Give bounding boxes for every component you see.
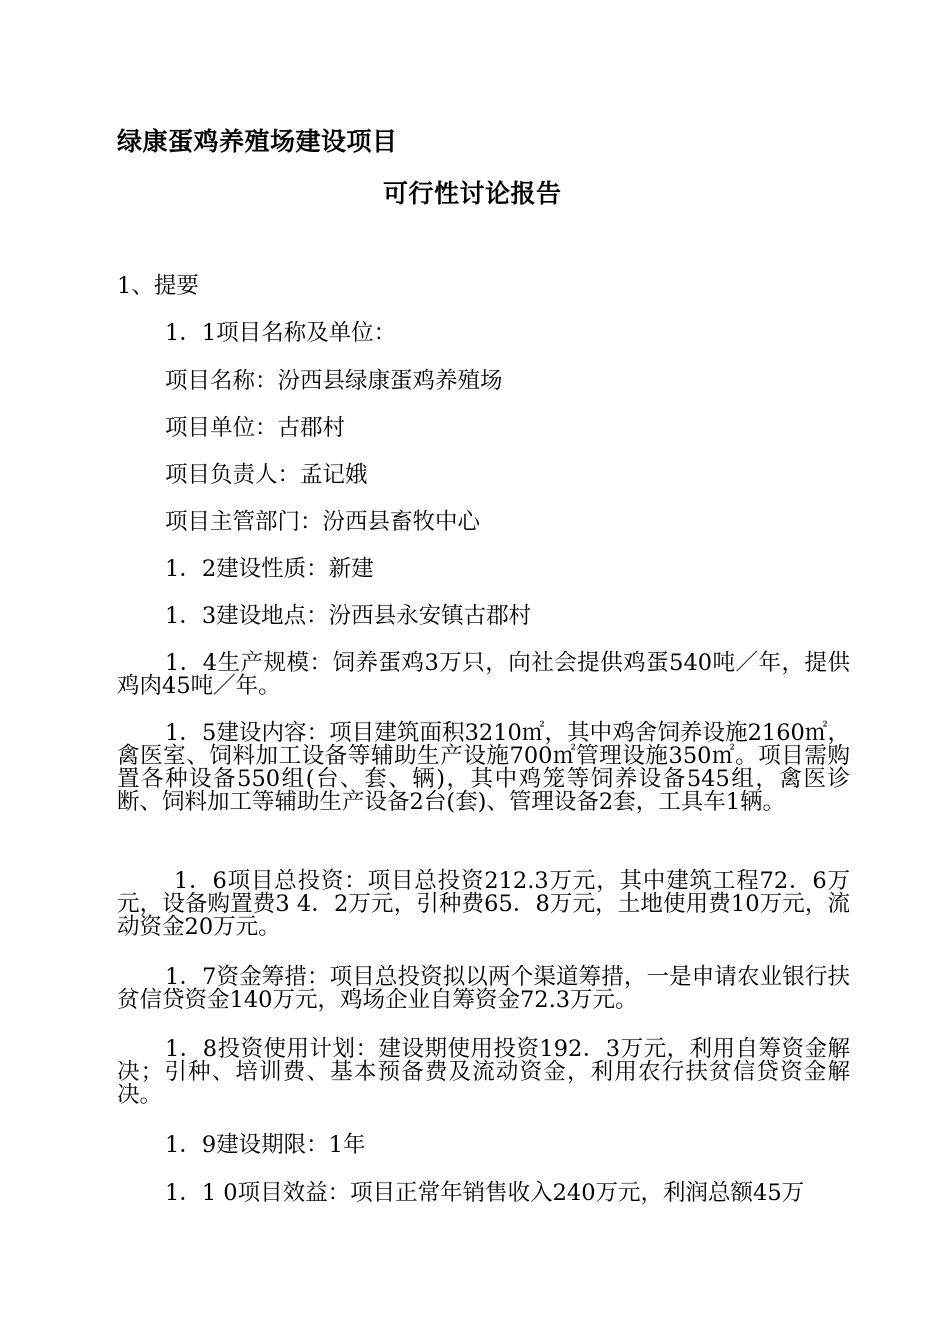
project-dept: 项目主管部门：汾西县畜牧中心 <box>165 509 481 535</box>
subsection-1-7: 1．7资金筹措：项目总投资拟以两个渠道筹措，一是申请农业银行扶贫信贷资金140万元，鸡场企业自筹资金72.3万元。 <box>117 964 850 1013</box>
subsection-1-8: 1．8投资使用计划：建设期使用投资192．3万元，利用自筹资金解决；引种、培训费、基本预备费及流动资金，利用农行扶贫信贷资金解决。 <box>117 1036 850 1108</box>
report-title-line2: 可行性讨论报告 <box>383 179 562 208</box>
subsection-1-3: 1．3建设地点：汾西县永安镇古郡村 <box>165 603 532 629</box>
subsection-1-9: 1．9建设期限：1年 <box>165 1132 366 1158</box>
section-heading: 1、提要 <box>117 273 199 299</box>
subsection-1-4: 1．4生产规模：饲养蛋鸡3万只，向社会提供鸡蛋540吨／年，提供鸡肉45吨／年。 <box>117 650 850 699</box>
subsection-1-5: 1．5建设内容：项目建筑面积3210㎡，其中鸡舍饲养设施2160㎡，禽医室、饲料加工设备等辅助生产设施700㎡管理设施350㎡。项目需购置各种设备550组(台、套、辆)，其中鸡笼等饲养设备545组，禽医诊断、饲料加工等辅助生产设备2台(套)、管理设备2套，工具车1辆。 <box>117 720 850 815</box>
project-unit: 项目单位：古郡村 <box>165 415 346 441</box>
subsection-1-1: 1．1项目名称及单位： <box>165 320 397 346</box>
subsection-1-2: 1．2建设性质：新建 <box>165 556 374 582</box>
project-leader: 项目负责人：孟记娥 <box>165 462 368 488</box>
subsection-1-6: 1．6项目总投资：项目总投资212.3万元，其中建筑工程72．6万元，设备购置费3 4．2万元，引种费65．8万元，土地使用费10万元，流动资金20万元。 <box>117 868 850 940</box>
report-title-line1: 绿康蛋鸡养殖场建设项目 <box>117 127 398 156</box>
project-name: 项目名称：汾西县绿康蛋鸡养殖场 <box>165 368 503 394</box>
subsection-1-10: 1．1 0项目效益：项目正常年销售收入240万元，利润总额45万 <box>165 1180 805 1206</box>
